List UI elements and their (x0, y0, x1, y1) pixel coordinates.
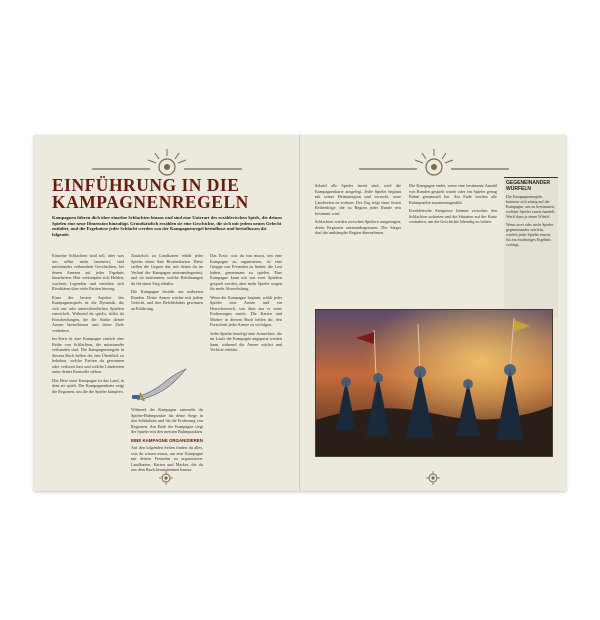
paragraph: Erzählerische Ereignisse können zwischen den Schlachten auftreten und die Situation auf der Karte verändern, um die Geschichte lebendig zu halten. (409, 208, 497, 224)
paragraph: Das Herz einer Kampagne ist das Land, in dem sie spielt. Die Kampagnenkarte zeigt die Regionen, um die die Spieler kämpfen. (52, 377, 124, 394)
folio-emblem-icon (159, 471, 173, 485)
paragraph: Einzelne Schlachten sind toll, aber was uns selbst mehr fasziniert, sind miteinander verbundene Geschichten, bei denen Armeen auf jedes Ergebnis hinarbeiten. Hier verknüpfen sich Helden, wachsen Legenden und entfalten sich Rivalitäten über viele Partien hinweg. (52, 253, 124, 291)
paragraph: Auf den folgenden Seiten findest du alles, was du wissen musst, um eine Kampagne mit deinen Freunden zu organisieren: Landkarten, Karten und Marker, die du aus dem Buch heraustrennen kannst. (131, 445, 203, 472)
paragraph: Jeder Spieler benötigt eine Armeeliste, die im Laufe der Kampagne angepasst werden kann, während die Armee wächst und Verluste erleidet. (210, 330, 282, 352)
sidebar-paragraph: Die Kampagnenregeln basieren sich einzig auf der Kampagne, um zu bestimmen, welcher Spieler zuerst handelt. Werft dazu je einen Würfel. (506, 194, 556, 220)
page-title: EINFÜHRUNG IN DIE KAMPAGNENREGELN (52, 175, 249, 212)
paragraph: Sobald alle Spieler bereit sind, wird die Kampagnenkarte ausgelegt. Jeder Spieler beginnt mit seiner Heimatregion und versucht, neue Ländereien zu erobern. Der Zug folgt einer festen Reihenfolge, die zu Beginn jeder Runde neu bestimmt wird. (315, 183, 401, 216)
paragraph: Das Erste, was du tun musst, um eine Kampagne zu organisieren, ist eine Gruppe von Freunden zu finden, die Lust haben, gemeinsam zu spielen. Eine Kampagne kann mit nur zwei Spielern gespielt werden, aber mehr Spieler sorgen für mehr Abwechslung. (210, 253, 282, 291)
curved-dagger-illustration (132, 367, 188, 401)
paragraph: Die Kampagne endet, wenn eine bestimmte Anzahl von Runden gespielt wurde oder ein Spieler genug Ruhm gesammelt hat. Am Ende werden alle Ruhmpunkte zusammengezählt. (409, 183, 497, 205)
text-column-2 (131, 253, 203, 314)
paragraph: Schlachten werden zwischen Spielern ausgetragen, deren Regionen aneinandergrenzen. Der Sieger darf die umkämpfte Region übernehmen. (315, 219, 401, 235)
paragraph: Zusätzlich zu Landkarten erhält jeder Spieler einen Satz Rivalenkarten. Diese stellen die Gegner dar, mit denen du im Verlauf der Kampagne aneinandergerätst, und sie bestimmen, welche Belohnungen du für einen Sieg erhältst. (131, 253, 203, 286)
paragraph: Wenn die Kampagne beginnt, wählt jeder Spieler eine Armee und ein Herrscherreich, von dem aus er seine Eroberungen startet. Die Karten und Marker in diesem Buch helfen dir, den Fortschritt jeder Armee zu verfolgen. (210, 294, 282, 327)
sidebar-title: GEGENEINANDER WÜRFELN (506, 180, 551, 192)
text-column-2b (131, 407, 203, 476)
intro-paragraph: Kampagnen führen dich über einzelne Schlachten hinaus und sind eine Unterart des erzählerischen Spiels, die deinen Spielen eine neue Dimension hinzufügt. Grundsätzlich erzählen sie eine Geschichte, die sich mit jedem neuen Gefecht entfaltet, und die Ergebnisse jeder Schlacht werden von der Kampagnenregel beeinflusst und beeinflussen die folgende. (52, 215, 282, 237)
paragraph: Im Kern ist eine Kampagne einfach eine Reihe von Schlachten, die miteinander verbunden sind. Die Kampagnenregeln in diesem Buch helfen dir, den Überblick zu behalten, welche Partien du gewonnen oder verloren hast und welche Ländereien unter deiner Kontrolle stehen. (52, 336, 124, 374)
paragraph: Die Kampagne besteht aus mehreren Runden. Deine Armee wächst mit jedem Gefecht, und ihre Befehlshaber gewinnen an Erfahrung. (131, 289, 203, 311)
battle-scene-illustration (315, 309, 553, 457)
sidebar-box (504, 177, 558, 318)
book-spread (34, 135, 566, 491)
sunburst-ornament-icon (92, 147, 242, 177)
text-column-3 (210, 253, 282, 356)
section-heading: EINE KAMPAGNE ORGANISIEREN (131, 437, 203, 443)
sunburst-ornament-icon (359, 147, 509, 177)
text-column-1 (52, 253, 124, 397)
right-page (301, 135, 566, 491)
left-page (34, 135, 299, 491)
folio-emblem-icon (426, 471, 440, 485)
paragraph: Einer der besten Aspekte des Kampagnenspiels ist die Dynamik, die sich aus sehr unterschiedlichen Spielern entwickelt. Während du spielst, triffst du Entscheidungen, die die Stärke deiner Armee beeinflussen und deine Ziele verändern. (52, 294, 124, 333)
text-column-1 (315, 183, 401, 239)
sidebar-paragraph: Wenn zwei oder mehr Spieler gegeneinander würfeln, würfelt jeder Spieler erneut, bis ein eindeutiges Ergebnis vorliegt. (506, 222, 554, 248)
paragraph: Während der Kampagne sammelst du Spieler-Ruhmpunkte für deine Siege in den Schlachten und für die Eroberung von Regionen. Am Ende der Kampagne siegt der Spieler mit den meisten Ruhmpunkten. (131, 407, 203, 434)
text-column-2 (409, 183, 497, 228)
